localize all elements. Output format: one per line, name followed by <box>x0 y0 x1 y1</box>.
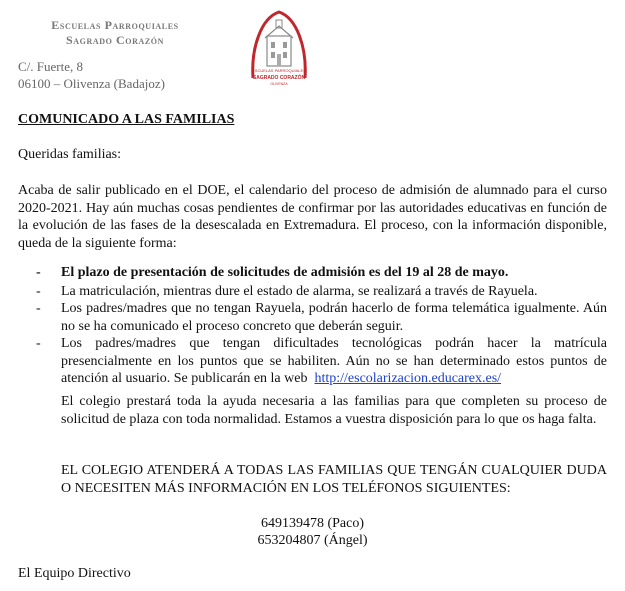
list-item-text: La matriculación, mientras dure el estado de alarma, se realizará a través de Rayuela. <box>61 283 538 299</box>
letter-greeting: Queridas familias: <box>18 147 122 162</box>
school-logo <box>247 8 311 92</box>
list-item-text: El plazo de presentación de solicitudes de admisión es del 19 al 28 de mayo. <box>61 265 509 280</box>
escolarizacion-link[interactable]: http://escolarizacion.educarex.es/ <box>314 371 502 386</box>
address-city: 06100 – Olivenza (Badajoz) <box>18 76 165 91</box>
logo-text-3: OLIVENZA <box>270 82 288 86</box>
list-dash: - <box>36 336 41 351</box>
list-item-text: Los padres/madres que no tengan Rayuela, podrán hacerlo de forma telemática igualmente. Aún no se ha comunicado el proceso concreto que deberán seguir. <box>61 301 607 334</box>
logo-text-1: ESCUELAS PARROQUIALES <box>252 68 306 73</box>
list-item-text: Los padres/madres que tengan dificultades tecnológicas podrán hacer la matrícula presencialmente en los puntos que se habiliten. Aún no se han determinado estos puntos de atención al usuario. Se publicarán en la web <box>61 336 607 386</box>
list-item <box>18 264 607 282</box>
address-street: C/. Fuerte, 8 <box>18 59 83 74</box>
process-list <box>18 264 607 388</box>
school-name-line2: Sagrado Corazón <box>65 33 164 47</box>
list-item <box>18 283 607 301</box>
phone-number: 649139478 (Paco) <box>260 516 365 531</box>
phone-number: 653204807 (Ángel) <box>257 533 368 548</box>
list-item <box>18 335 607 388</box>
list-dash: - <box>36 301 41 316</box>
school-address <box>18 58 165 92</box>
list-dash: - <box>36 283 41 299</box>
support-paragraph: El colegio prestará toda la ayuda necesaria a las familias para que completen su proceso de solicitud de plaza con toda normalidad. Estamos a vuestra disposición para lo que os haga falta. <box>61 394 607 427</box>
phone-list <box>0 515 625 549</box>
contact-notice: EL COLEGIO ATENDERÁ A TODAS LAS FAMILIAS QUE TENGÁN CUALQUIER DUDA O NECESITEN MÁS INFORMACIÓN EN LOS TELÉFONOS SIGUIENTES: <box>61 463 607 496</box>
list-item <box>18 300 607 335</box>
list-dash: - <box>36 265 41 280</box>
school-name <box>40 18 190 48</box>
logo-text-2: SAGRADO CORAZÓN <box>252 75 306 81</box>
intro-paragraph: Acaba de salir publicado en el DOE, el calendario del proceso de admisión de alumnado para el curso 2020-2021. Hay aún muchas cosas pendientes de confirmar por las autoridades educativas en función de la evolución de las fases de la desescalada en Extremadura. El proceso, con la información disponible, queda de la siguiente forma: <box>18 183 607 251</box>
signature: El Equipo Directivo <box>18 566 131 581</box>
letter-title: COMUNICADO A LAS FAMILIAS <box>18 112 235 127</box>
school-name-line1: Escuelas Parroquiales <box>51 18 179 32</box>
